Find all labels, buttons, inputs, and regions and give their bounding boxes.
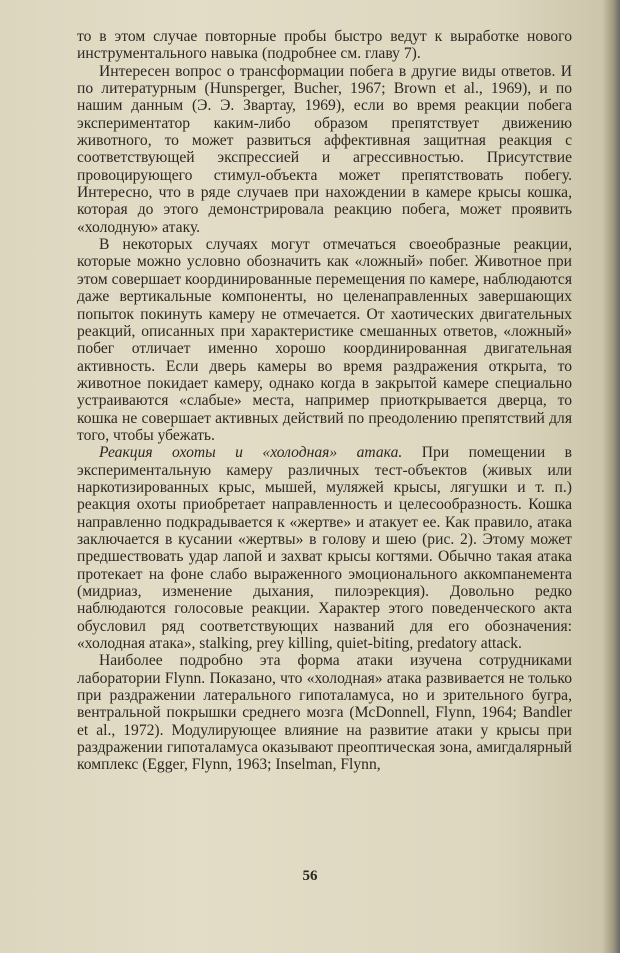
paragraph-text: Интересен вопрос о трансформации побега в другие виды ответов. И по литературным (Hunsperger, Bucher, 1967; Brown et al., 1969), и по нашим данным (Э. Э. Звартау, 1969), если во время реакции побега экспериментатор каким-либо образом препятствует движению животного, то может развиться аффективная защитная реакция с соответствующей экспрессией и агрессивностью. Присутствие провоцирующего стимул-объекта может препятствовать побегу. Интересно, что в ряде случаев при нахождении в камере крысы кошка, которая до этого демонстрировала реакцию побега, может проявить «холодную» атаку. [77, 62, 572, 236]
paragraph-escape-transformation [77, 63, 572, 236]
body-text [77, 28, 572, 774]
book-spine-shadow [602, 0, 620, 953]
paragraph-hunting-reaction [77, 444, 572, 652]
page-number: 56 [302, 868, 318, 884]
paragraph-text: При помещении в экспериментальную камеру различных тест-объектов (живых или наркотизированных крыс, мышей, муляжей крысы, лягушки и т. п.) реакция охоты приобретает направленность и целесообразность. Кошка направленно подкрадывается к «жертве» и атакует ее. Как правило, атака заключается в кусании «жертвы» в голову и шею (рис. 2). Этому может предшествовать удар лапой и захват крысы когтями. Обычно такая атака протекает на фоне слабо выраженного эмоционального аккомпанемента (мидриаз, изменение дыхания, пилоэрекция). Довольно редко наблюдаются голосовые реакции. Характер этого поведенческого акта обусловил ряд соответствующих названий для его обозначения: «холодная атака», stalking, prey killing, quiet-biting, predatory attack. [77, 444, 572, 653]
paragraph-flynn-lab [77, 652, 572, 773]
section-heading-italic: Реакция охоты и «холодная» атака. [99, 444, 403, 462]
paragraph-text: В некоторых случаях могут отмечаться своеобразные реакции, которые можно условно обозначить как «ложный» побег. Животное при этом совершает координированные перемещения по камере, наблюдаются даже вертикальные компоненты, но целенаправленных завершающих попыток покинуть камеру не отмечается. От хаотических двигательных реакций, описанных при характеристике смешанных ответов, «ложный» побег отличает именно хорошо координированная двигательная активность. Если дверь камеры во время раздражения открыта, то животное покидает камеру, однако когда в закрытой камере специально устраиваются «слабые» места, например приоткрывается дверца, то кошка не совершает активных действий по преодолению препятствий для того, чтобы убежать. [77, 236, 572, 444]
paragraph-text: то в этом случае повторные пробы быстро ведут к выработке нового инструментального навыка (подробнее см. главу 7). [77, 28, 572, 63]
paragraph-text: Наиболее подробно эта форма атаки изучена сотрудниками лаборатории Flynn. Показано, что «холодная» атака развивается не только при раздражении латерального гипоталамуса, но и зрительного бугра, вентральной покрышки среднего мозга (McDonnell, Flynn, 1964; Bandler et al., 1972). Модулирующее влияние на развитие атаки у крысы при раздражении гипоталамуса оказывают преоптическая зона, амигдалярный комплекс (Egger, Flynn, 1963; Inselman, Flynn, [77, 652, 572, 774]
paragraph-continuation [77, 28, 572, 63]
paragraph-false-escape [77, 236, 572, 444]
